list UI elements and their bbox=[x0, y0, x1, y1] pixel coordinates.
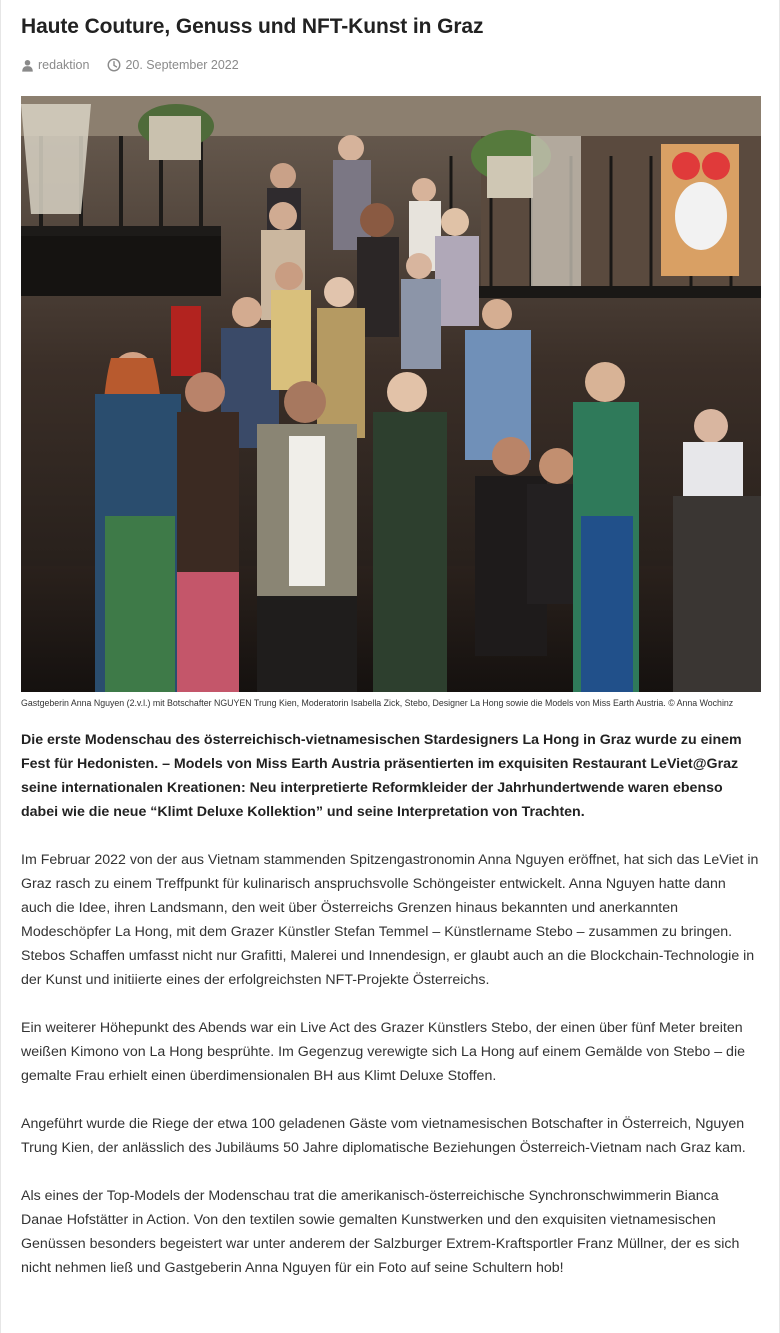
clock-icon bbox=[107, 58, 121, 72]
article-paragraph: Ein weiterer Höhepunkt des Abends war ein Live Act des Grazer Künstlers Stebo, der einen über fünf Meter breiten weißen Kimono von La Hong besprühte. Im Gegenzug verewigte sich La Hong auf einem Gemälde von Stebo – die gemalte Frau erhielt einen überdimensionalen BH aus Klimt Deluxe Stoffen. bbox=[21, 1020, 745, 1084]
article-paragraph: Als eines der Top-Models der Modenschau trat die amerikanisch-österreichische Synchronschwimmerin Bianca Danae Hofstätter in Action. Von den textilen sowie gemalten Kunstwerken und den exquisiten vietnamesischen Genüssen besonders begeistert war unter anderem der Salzburger Extrem-Kraftsportler Franz Müllner, der es sich nicht nehmen ließ und Gastgeberin Anna Nguyen für ein Foto auf seine Schultern hob! bbox=[21, 1188, 740, 1276]
date-meta bbox=[107, 58, 238, 72]
article-paragraph: Im Februar 2022 von der aus Vietnam stammenden Spitzengastronomin Anna Nguyen eröffnet, hat sich das LeViet in Graz rasch zu einem Treffpunkt für kulinarisch anspruchsvolle Schöngeister entwickelt. Anna Nguyen hatte dann auch die Idee, ihren Landsmann, den weit über Österreichs Grenzen hinaus bekannten und anerkannten Modeschöpfer La Hong, mit dem Grazer Künstler Stefan Temmel – Künstlername Stebo – zusammen zu bringen. Stebos Schaffen umfasst nicht nur Grafitti, Malerei und Innendesign, er glaubt auch an die Blockchain-Technologie in der Kunst und initiierte eines der erfolgreichsten NFT-Projekte Österreichs. bbox=[21, 852, 759, 988]
image-caption: Gastgeberin Anna Nguyen (2.v.l.) mit Botschafter NGUYEN Trung Kien, Moderatorin Isabella Zick, Stebo, Designer La Hong sowie die Models von Miss Earth Austria. © Anna Wochinz bbox=[21, 698, 734, 708]
publish-date: 20. September 2022 bbox=[125, 58, 239, 72]
article-meta bbox=[21, 56, 759, 74]
article-figure bbox=[21, 96, 759, 710]
user-icon bbox=[21, 59, 34, 72]
article-lead: Die erste Modenschau des österreichisch-vietnamesischen Stardesigners La Hong in Graz wurde zu einem Fest für Hedonisten. – Models von Miss Earth Austria präsentierten im exquisiten Restaurant LeViet@Graz seine internationalen Kreationen: Neu interpretierte Reformkleider der Jahrhundertwende waren ebenso dabei wie die neue “Klimt Deluxe Kollektion” und seine Interpretation von Trachten. bbox=[21, 732, 742, 820]
author-link[interactable]: redaktion bbox=[38, 58, 90, 72]
article-title: Haute Couture, Genuss und NFT-Kunst in Graz bbox=[21, 15, 484, 38]
group-photo bbox=[21, 96, 761, 692]
article-paragraph: Angeführt wurde die Riege der etwa 100 geladenen Gäste vom vietnamesischen Botschafter in Österreich, Nguyen Trung Kien, der anlässlich des Jubiläums 50 Jahre diplomatische Beziehungen Österreich-Vietnam nach Graz kam. bbox=[21, 1116, 746, 1156]
author-meta bbox=[21, 58, 89, 72]
